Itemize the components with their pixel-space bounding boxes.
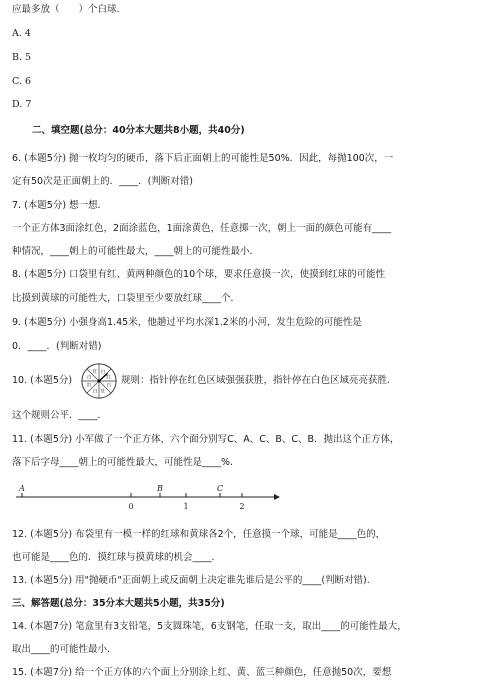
question-7-line-3: 种情况，____朝上的可能性最大，____朝上的可能性最小． <box>12 246 260 257</box>
question-10-tail: 这个规则公平．____． <box>12 410 108 421</box>
section-2-title: 二、填空题(总分：40分本大题共8小题，共40分) <box>32 125 245 136</box>
question-11-line-2: 落下后字母____朝上的可能性最大，可能性是____%. <box>12 457 234 468</box>
wheel-sector-label: 白 <box>100 370 106 376</box>
number-line-arrow <box>274 494 280 500</box>
number-line-figure <box>12 482 282 516</box>
label-a: A <box>19 484 25 493</box>
option-d: D. 7 <box>12 99 32 110</box>
question-6-line-2: 定有50次是正面朝上的．____．(判断对错) <box>12 176 194 187</box>
question-8-line-2: 比摸到黄球的可能性大，口袋里至少要放红球____个． <box>12 293 241 304</box>
question-11-line-1: 11. (本题5分) 小军做了一个正方体，六个面分别写C、A、C、B、C、B．抛出这个正方体， <box>12 434 400 445</box>
question-10-prefix: 10. (本题5分) <box>12 375 73 386</box>
wheel-sector-label: 白 <box>92 389 98 395</box>
question-12-line-1: 12. (本题5分) 布袋里有一模一样的红球和黄球各2个，任意摸一个球，可能是____色的， <box>12 529 386 540</box>
option-b: B. 5 <box>12 52 32 63</box>
question-7-line-2: 一个正方体3面涂红色，2面涂蓝色，1面涂黄色，任意掷一次，朝上一面的颜色可能有____ <box>12 223 392 234</box>
question-9-line-2: 0．____．(判断对错) <box>12 341 102 352</box>
question-8-line-1: 8. (本题5分) 口袋里有红、黄两种颜色的10个球，要求任意摸一次，使摸到红球的可能性 <box>12 269 386 280</box>
wheel-sector-label: 红 <box>86 383 92 389</box>
spinner-wheel-image <box>80 362 118 400</box>
question-7-line-1: 7. (本题5分) 想一想． <box>12 200 108 211</box>
wheel-sector-label: 白 <box>86 375 92 381</box>
question-10-rule: 规则：指针停在红色区域强强获胜，指针停在白色区域亮亮获胜． <box>121 375 397 386</box>
label-2: 2 <box>239 502 245 511</box>
question-6-line-1: 6. (本题5分) 抛一枚均匀的硬币，落下后正面朝上的可能性是50%．因此，每抛100次，一 <box>12 153 394 164</box>
label-1: 1 <box>183 502 189 511</box>
label-0: 0 <box>128 502 134 511</box>
wheel-sector-label: 红 <box>92 370 98 376</box>
question-15: 15. (本题7分) 给一个正方体的六个面上分别涂上红、黄、蓝三种颜色，任意抛50次，要想 <box>12 667 392 678</box>
wheel-sector-label: 红 <box>106 375 112 381</box>
section-3-title: 三、解答题(总分：35分本大题共5小题，共35分) <box>12 598 225 609</box>
question-13: 13. (本题5分) 用"抛硬币"正面朝上或反面朝上决定谁先谁后是公平的____(判断对错). <box>12 575 370 586</box>
wheel-center <box>97 379 100 382</box>
label-b: B <box>157 484 163 493</box>
wheel-sector-label: 红 <box>100 389 106 395</box>
question-5-tail: 应最多放（ ）个白球. <box>12 4 120 15</box>
label-c: C <box>216 484 224 493</box>
question-14-line-1: 14. (本题7分) 笔盒里有3支铅笔，5支圆珠笔，6支钢笔，任取一支，取出____的可能性最大， <box>12 621 407 632</box>
question-14-line-2: 取出____的可能性最小． <box>12 644 117 655</box>
option-a: A. 4 <box>12 28 31 39</box>
wheel-sector-label: 白 <box>106 383 112 389</box>
question-12-line-2: 也可能是____色的．摸红球与摸黄球的机会____． <box>12 552 222 563</box>
option-c: C. 6 <box>12 76 32 87</box>
question-9-line-1: 9. (本题5分) 小强身高1.45米，他趟过平均水深1.2米的小河，发生危险的可能性是 <box>12 317 362 328</box>
